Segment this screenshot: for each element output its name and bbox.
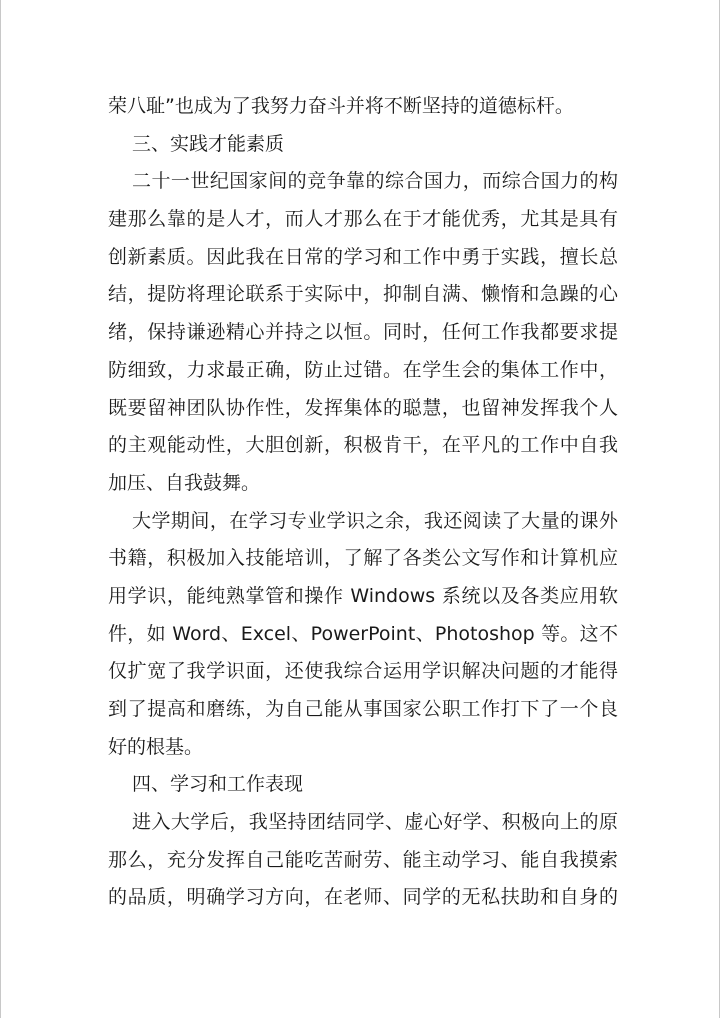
text-line: 防细致，力求最正确，防止过错。在学生会的集体工作中， <box>108 358 618 381</box>
text-line: 用学识，能纯熟掌管和操作 Windows 系统以及各类应用软 <box>108 584 618 607</box>
text-line: 建那么靠的是人才，而人才那么在于才能优秀，尤其是具有 <box>108 208 618 231</box>
text-line: 的品质，明确学习方向，在老师、同学的无私扶助和自身的 <box>108 886 618 909</box>
text-line: 既要留神团队协作性，发挥集体的聪慧，也留神发挥我个人 <box>108 396 618 419</box>
text-line: 加压、自我鼓舞。 <box>108 471 261 494</box>
section-heading: 四、学习和工作表现 <box>132 773 304 796</box>
page-edge-left <box>0 0 1 1018</box>
document-body <box>108 88 618 917</box>
text-line: 到了提高和磨练，为自己能从事国家公职工作打下了一个良 <box>108 698 618 720</box>
text-line: 绪，保持谦逊精心并持之以恒。同时，任何工作我都要求提 <box>108 321 618 344</box>
text-line: 大学期间，在学习专业学识之余，我还阅读了大量的课外 <box>132 509 618 532</box>
text-line: 结，提防将理论联系于实际中，抑制自满、懒惰和急躁的心 <box>108 283 618 306</box>
text-line: 的主观能动性，大胆创新，积极肯干，在平凡的工作中自我 <box>108 434 618 457</box>
text-line: 进入大学后，我坚持团结同学、虚心好学、积极向上的原 <box>132 811 618 834</box>
text-line: 创新素质。因此我在日常的学习和工作中勇于实践，擅长总 <box>108 245 618 268</box>
text-line: 件，如 Word、Excel、PowerPoint、Photoshop 等。这不 <box>108 622 618 645</box>
text-line: 二十一世纪国家间的竞争靠的综合国力，而综合国力的构 <box>132 170 618 193</box>
text-line: 荣八耻”也成为了我努力奋斗并将不断坚持的道德标杆。 <box>108 95 574 117</box>
text-line: 仅扩宽了我学识面，还使我综合运用学识解决问题的才能得 <box>108 660 618 683</box>
text-line: 好的根基。 <box>108 735 204 758</box>
text-line: 书籍，积极加入技能培训，了解了各类公文写作和计算机应 <box>108 547 618 570</box>
text-line: 那么，充分发挥自己能吃苦耐劳、能主动学习、能自我摸索 <box>108 848 618 871</box>
section-heading: 三、实践才能素质 <box>132 132 285 155</box>
